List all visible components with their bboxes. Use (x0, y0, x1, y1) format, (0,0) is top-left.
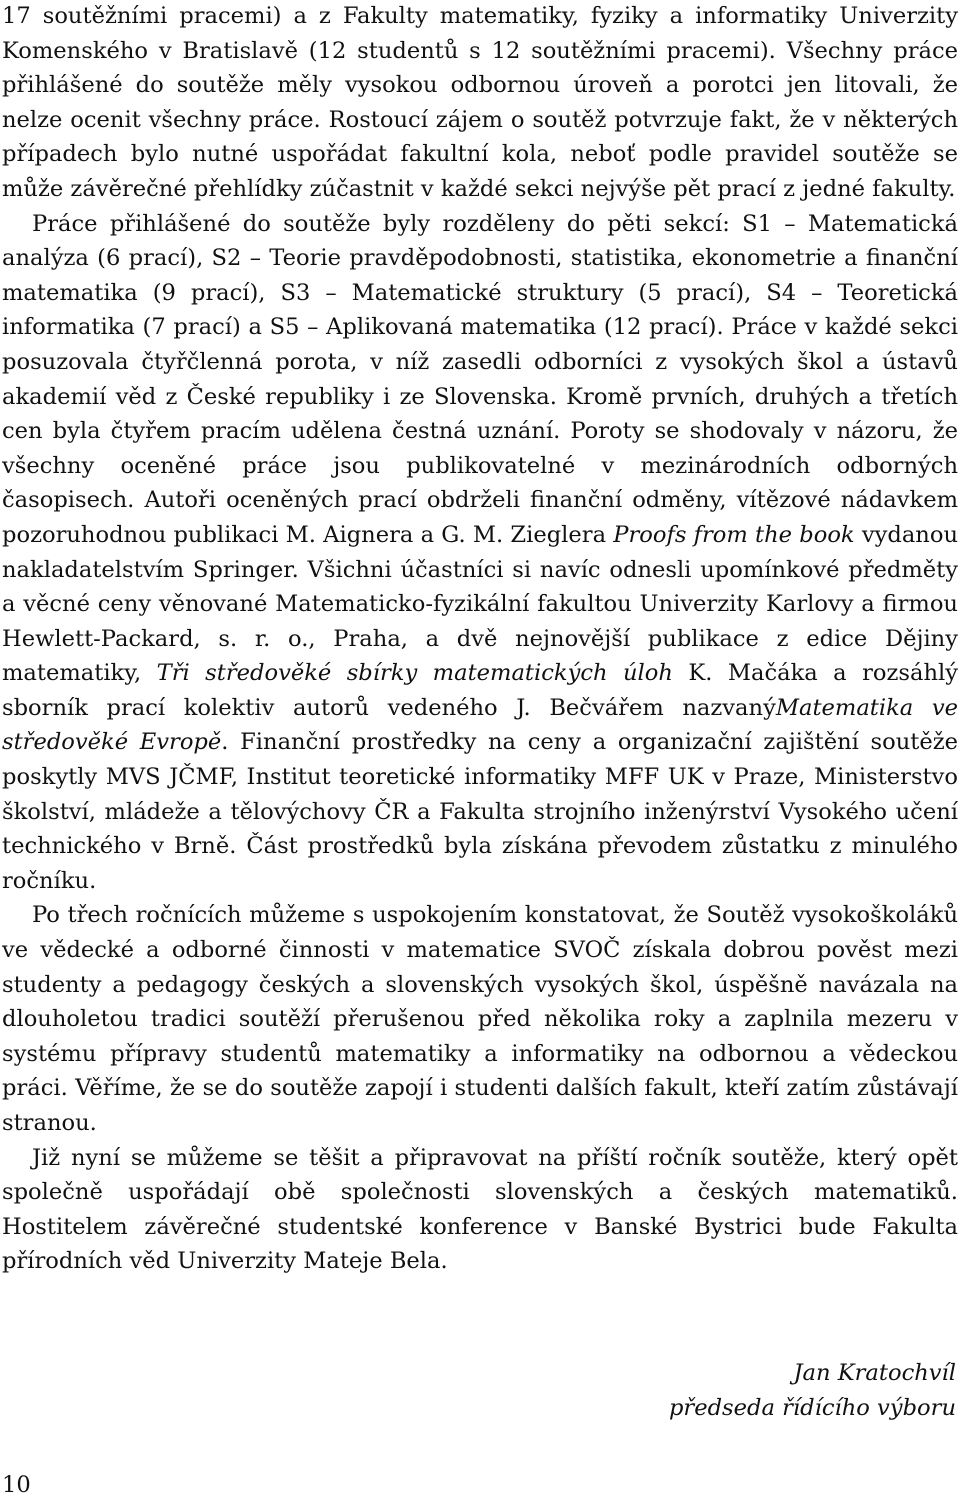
paragraph-text: 17 soutěžními pracemi) a z Fakulty matematiky, fyziky a informatiky Univerzity Komenského v Bratislavě (12 studentů s 12 soutěžními pracemi). Všechny práce přihlášené do soutěže měly vysokou odbornou úroveň a porotci jen litovali, že nelze ocenit všechny práce. Rostoucí zájem o soutěž potvrzuje fakt, že v některých případech bylo nutné uspořádat fakultní kola, neboť podle pravidel soutěže se může závěrečné přehlídky zúčastnit v každé sekci nejvýše pět prací z jedné fakulty. (2, 3, 958, 202)
signature-block (669, 1356, 956, 1425)
paragraph-text: Již nyní se můžeme se těšit a připravovat na příští ročník soutěže, který opět společně uspořádají obě společnosti slovenských a českých matematiků. Hostitelem závěrečné studentské konference v Banské Bystrici bude Fakulta přírodních věd Univerzity Mateje Bela. (2, 1144, 958, 1275)
italic-title: Tři středověké sbírky matematických úloh (156, 660, 673, 687)
paragraph (2, 898, 958, 1140)
paragraph-text: Po třech ročnících můžeme s uspokojením konstatovat, že Soutěž vysokoškoláků ve vědecké a odborné činnosti v matematice SVOČ získala dobrou pověst mezi studenty a pedagogy českých a slovenských vysokých škol, úspěšně navázala na dlouholetou tradici soutěží přerušenou před několika roky a zaplnila mezeru v systému přípravy studentů matematiky a informatiky na odbornou a vědeckou práci. Věříme, že se do soutěže zapojí i studenti dalších fakult, kteří zatím zůstávají stranou. (2, 902, 958, 1136)
paragraph-text: vydanou nakladatelstvím Springer. Všichni účastníci si navíc odnesli upomínkové předměty a věcné ceny věnované Matematicko-fyzikální fakultou Univerzity Karlovy a firmou Hewlett-Packard, s. r. o., Praha, a dvě nejnovější publikace z edice Dějiny matematiky, (2, 521, 959, 687)
paragraph-text: Práce přihlášené do soutěže byly rozděleny do pěti sekcí: S1 – Matematická analýza (6 prací), S2 – Teorie pravděpodobnosti, statistika, ekonometrie a finanční matematika (9 prací), S3 – Matematické struktury (5 prací), S4 – Teoretická informatika (7 prací) a S5 – Aplikovaná matematika (12 prací). Práce v každé sekci posuzovala čtyřčlenná porota, v níž zasedli odborníci z vysokých škol a ústavů akademií věd z České republiky i ze Slovenska. Kromě prvních, druhých a třetích cen byla čtyřem pracím udělena čestná uznání. Poroty se shodovaly v názoru, že všechny oceněné práce jsou publikovatelné v mezinárodních odborných časopisech. Autoři oceněných prací obdrželi finanční odměny, vítězové nádavkem pozoruhodnou publikaci M. Aignera a G. M. Zieglera (2, 210, 958, 548)
paragraph-text: . Finanční prostředky na ceny a organizační zajištění soutěže poskytly MVS JČMF, Institut teoretické informatiky MFF UK v Praze, Ministerstvo školství, mládeže a tělovýchovy ČR a Fakulta strojního inženýrství Vysokého učení technického v Brně. Část prostředků byla získána převodem zůstatku z minulého ročníku. (2, 729, 958, 894)
paragraph (2, 207, 958, 899)
italic-title: Matematika ve středověké Evropě (2, 694, 958, 756)
paragraph (2, 0, 958, 207)
paragraph-text: K. Mačáka a rozsáhlý sborník prací kolektiv autorů vedeného J. Bečvářem nazvaný (2, 660, 959, 721)
italic-title: Proofs from the book (613, 521, 855, 548)
signature-role: předseda řídícího výboru (668, 1394, 956, 1421)
paragraph (2, 1141, 958, 1279)
body-text (2, 0, 958, 1279)
signature-name: Jan Kratochvíl (793, 1360, 956, 1386)
page-number: 10 (2, 1472, 31, 1498)
